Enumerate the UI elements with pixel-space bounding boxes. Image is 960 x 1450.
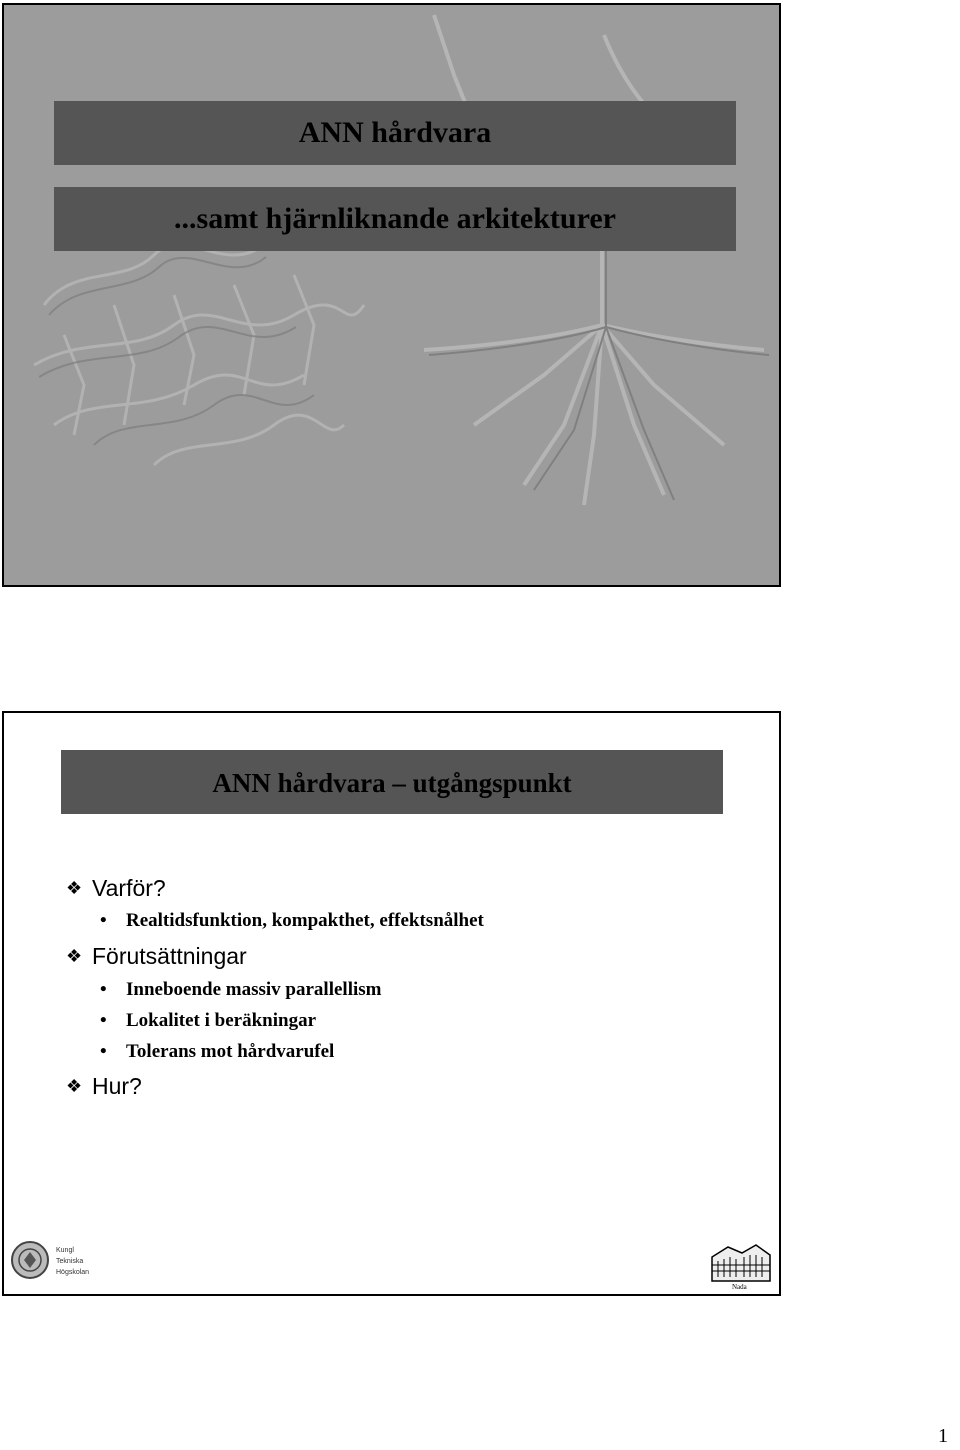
bullet-forutsattningar: ❖ Förutsättningar xyxy=(66,943,247,969)
dot-bullet-icon: • xyxy=(100,979,107,1000)
sub-bullet: • Tolerans mot hårdvarufel xyxy=(100,1041,335,1062)
dot-bullet-icon: • xyxy=(100,1010,107,1031)
nada-logo xyxy=(708,1235,774,1296)
bullet-hur: ❖ Hur? xyxy=(66,1073,142,1099)
bullet-varfor: ❖ Varför? xyxy=(66,875,166,901)
neuron-tree-background xyxy=(4,5,779,585)
kth-logo xyxy=(10,1238,110,1287)
slide-1-subtitle: ...samt hjärnliknande arkitekturer xyxy=(54,187,736,251)
sub-bullet: • Inneboende massiv parallellism xyxy=(100,979,382,1000)
svg-text:Nada: Nada xyxy=(732,1283,747,1291)
page-number: 1 xyxy=(938,1425,948,1447)
svg-text:Högskolan: Högskolan xyxy=(56,1269,90,1276)
diamond-bullet-icon: ❖ xyxy=(66,946,83,966)
diamond-bullet-icon: ❖ xyxy=(66,878,83,898)
slide-1-title: ANN hårdvara xyxy=(54,101,736,165)
svg-text:Kungl: Kungl xyxy=(56,1247,74,1254)
dot-bullet-icon: • xyxy=(100,910,107,931)
svg-text:Tekniska: Tekniska xyxy=(56,1258,84,1265)
dot-bullet-icon: • xyxy=(100,1041,107,1062)
sub-bullet: • Realtidsfunktion, kompakthet, effektsnålhet xyxy=(100,910,484,931)
slide-2 xyxy=(2,711,781,1296)
slide-1 xyxy=(2,3,781,587)
diamond-bullet-icon: ❖ xyxy=(66,1076,83,1096)
sub-bullet: • Lokalitet i beräkningar xyxy=(100,1010,317,1031)
slide-2-title: ANN hårdvara – utgångspunkt xyxy=(61,750,723,814)
